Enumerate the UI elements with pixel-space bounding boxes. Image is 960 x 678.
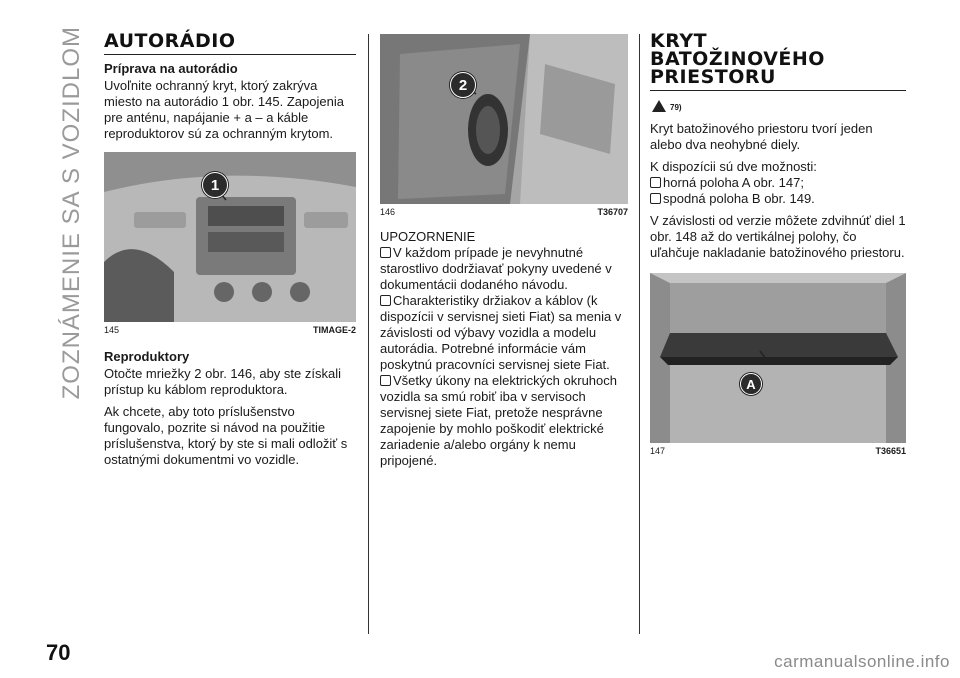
notes-title: UPOZORNENIE [380, 229, 476, 244]
note-3 [380, 373, 628, 469]
note-1 [380, 245, 628, 293]
option-a-text: horná poloha A obr. 147; [663, 175, 804, 190]
figure-146-caption [380, 204, 628, 217]
figure-146-number: 146 [380, 207, 396, 217]
side-section-title-text: ZOZNÁMENIE SA S VOZIDLOM [58, 26, 85, 400]
figure-146-image [380, 34, 628, 204]
watermark: carmanualsonline.info [774, 652, 950, 671]
option-b-text: spodná poloha B obr. 149. [663, 191, 815, 206]
heading-autoradio: AUTORÁDIO [104, 30, 356, 55]
figure-145-code: TIMAGE-2 [312, 325, 356, 335]
callout-2: 2 [450, 72, 476, 98]
column-autoradio [104, 30, 356, 474]
figure-145-caption [104, 322, 356, 335]
figure-147 [650, 273, 906, 456]
paragraph-preparation: Uvoľnite ochranný kryt, ktorý zakrýva miesto na autorádio 1 obr. 145. Zapojenia pre anténu, napájanie + a – a káble reproduktorov sú za ochranným krytom. [104, 78, 344, 141]
figure-147-number: 147 [650, 446, 666, 456]
figure-146 [380, 34, 628, 217]
figure-147-caption [650, 443, 906, 456]
warning-triangle-icon [652, 100, 666, 112]
paragraph-luggage-1: Kryt batožinového priestoru tvorí jeden alebo dva neohybné diely. [650, 121, 873, 152]
callout-a: A [740, 373, 762, 395]
option-b [650, 191, 906, 207]
paragraph-luggage-3: V závislosti od verzie môžete zdvihnúť diel 1 obr. 148 až do vertikálnej polohy, čo uľahčuje nakladanie batožinového priestoru. [650, 213, 906, 260]
figure-145-image [104, 152, 356, 322]
note-2-text: Charakteristiky držiakov a káblov (k dispozícii v servisnej sieti Fiat) sa menia v závislosti od výbavy vozidla a modelu autorádia. Potrebné informácie vám poskytnú pracovníci servisnej siete Fiat. [380, 293, 622, 372]
paragraph-speakers-1: Otočte mriežky 2 obr. 146, aby ste získali prístup ku káblom reproduktora. [104, 366, 341, 397]
figure-145-number: 145 [104, 325, 120, 335]
figure-147-image [650, 273, 906, 443]
note-3-text: Všetky úkony na elektrických okruhoch vozidla sa smú robiť iba v servisoch servisnej siete Fiat, pretože nesprávne zapojenie by mohlo poškodiť elektrické zariadenie a/alebo orgány k nemu pripojené. [380, 373, 617, 468]
warning-icon [380, 295, 391, 306]
bullet-icon [650, 193, 661, 204]
warning-reference-number: 79) [670, 103, 682, 112]
figure-147-code: T36651 [875, 446, 906, 456]
paragraph-speakers-2: Ak chcete, aby toto príslušenstvo fungovalo, pozrite si návod na použitie príslušenstva, ktorý by ste si mali odložiť s ostatnými dokumentmi vo vozidle. [104, 404, 348, 467]
note-1-text: V každom prípade je nevyhnutné starostlivo dodržiavať pokyny uvedené v dokumentácii dodaného návodu. [380, 245, 612, 292]
option-a [650, 175, 906, 191]
column-luggage-cover [650, 30, 906, 456]
paragraph-luggage-2: K dispozícii sú dve možnosti: [650, 159, 817, 174]
column-divider-1 [368, 34, 369, 634]
warning-reference [652, 97, 906, 115]
figure-146-code: T36707 [597, 207, 628, 217]
figure-145 [104, 152, 356, 335]
dashboard-illustration [104, 152, 356, 322]
page-number: 70 [46, 640, 71, 665]
bullet-icon [650, 177, 661, 188]
column-speakers-notes [380, 30, 628, 475]
column-divider-2 [639, 34, 640, 634]
side-section-title [52, 26, 92, 400]
subheading-speakers: Reproduktory [104, 349, 190, 364]
warning-icon [380, 375, 391, 386]
heading-luggage-cover [650, 30, 906, 91]
callout-1: 1 [202, 172, 228, 198]
door-speaker-illustration [380, 34, 628, 204]
heading-line-3: PRIESTORU [650, 66, 776, 88]
warning-icon [380, 247, 391, 258]
heading-line-1: KRYT [650, 30, 708, 52]
heading-line-2: BATOŽINOVÉHO [650, 48, 825, 70]
subheading-preparation: Príprava na autorádio [104, 61, 238, 76]
note-2 [380, 293, 628, 373]
luggage-compartment-illustration [650, 273, 906, 443]
